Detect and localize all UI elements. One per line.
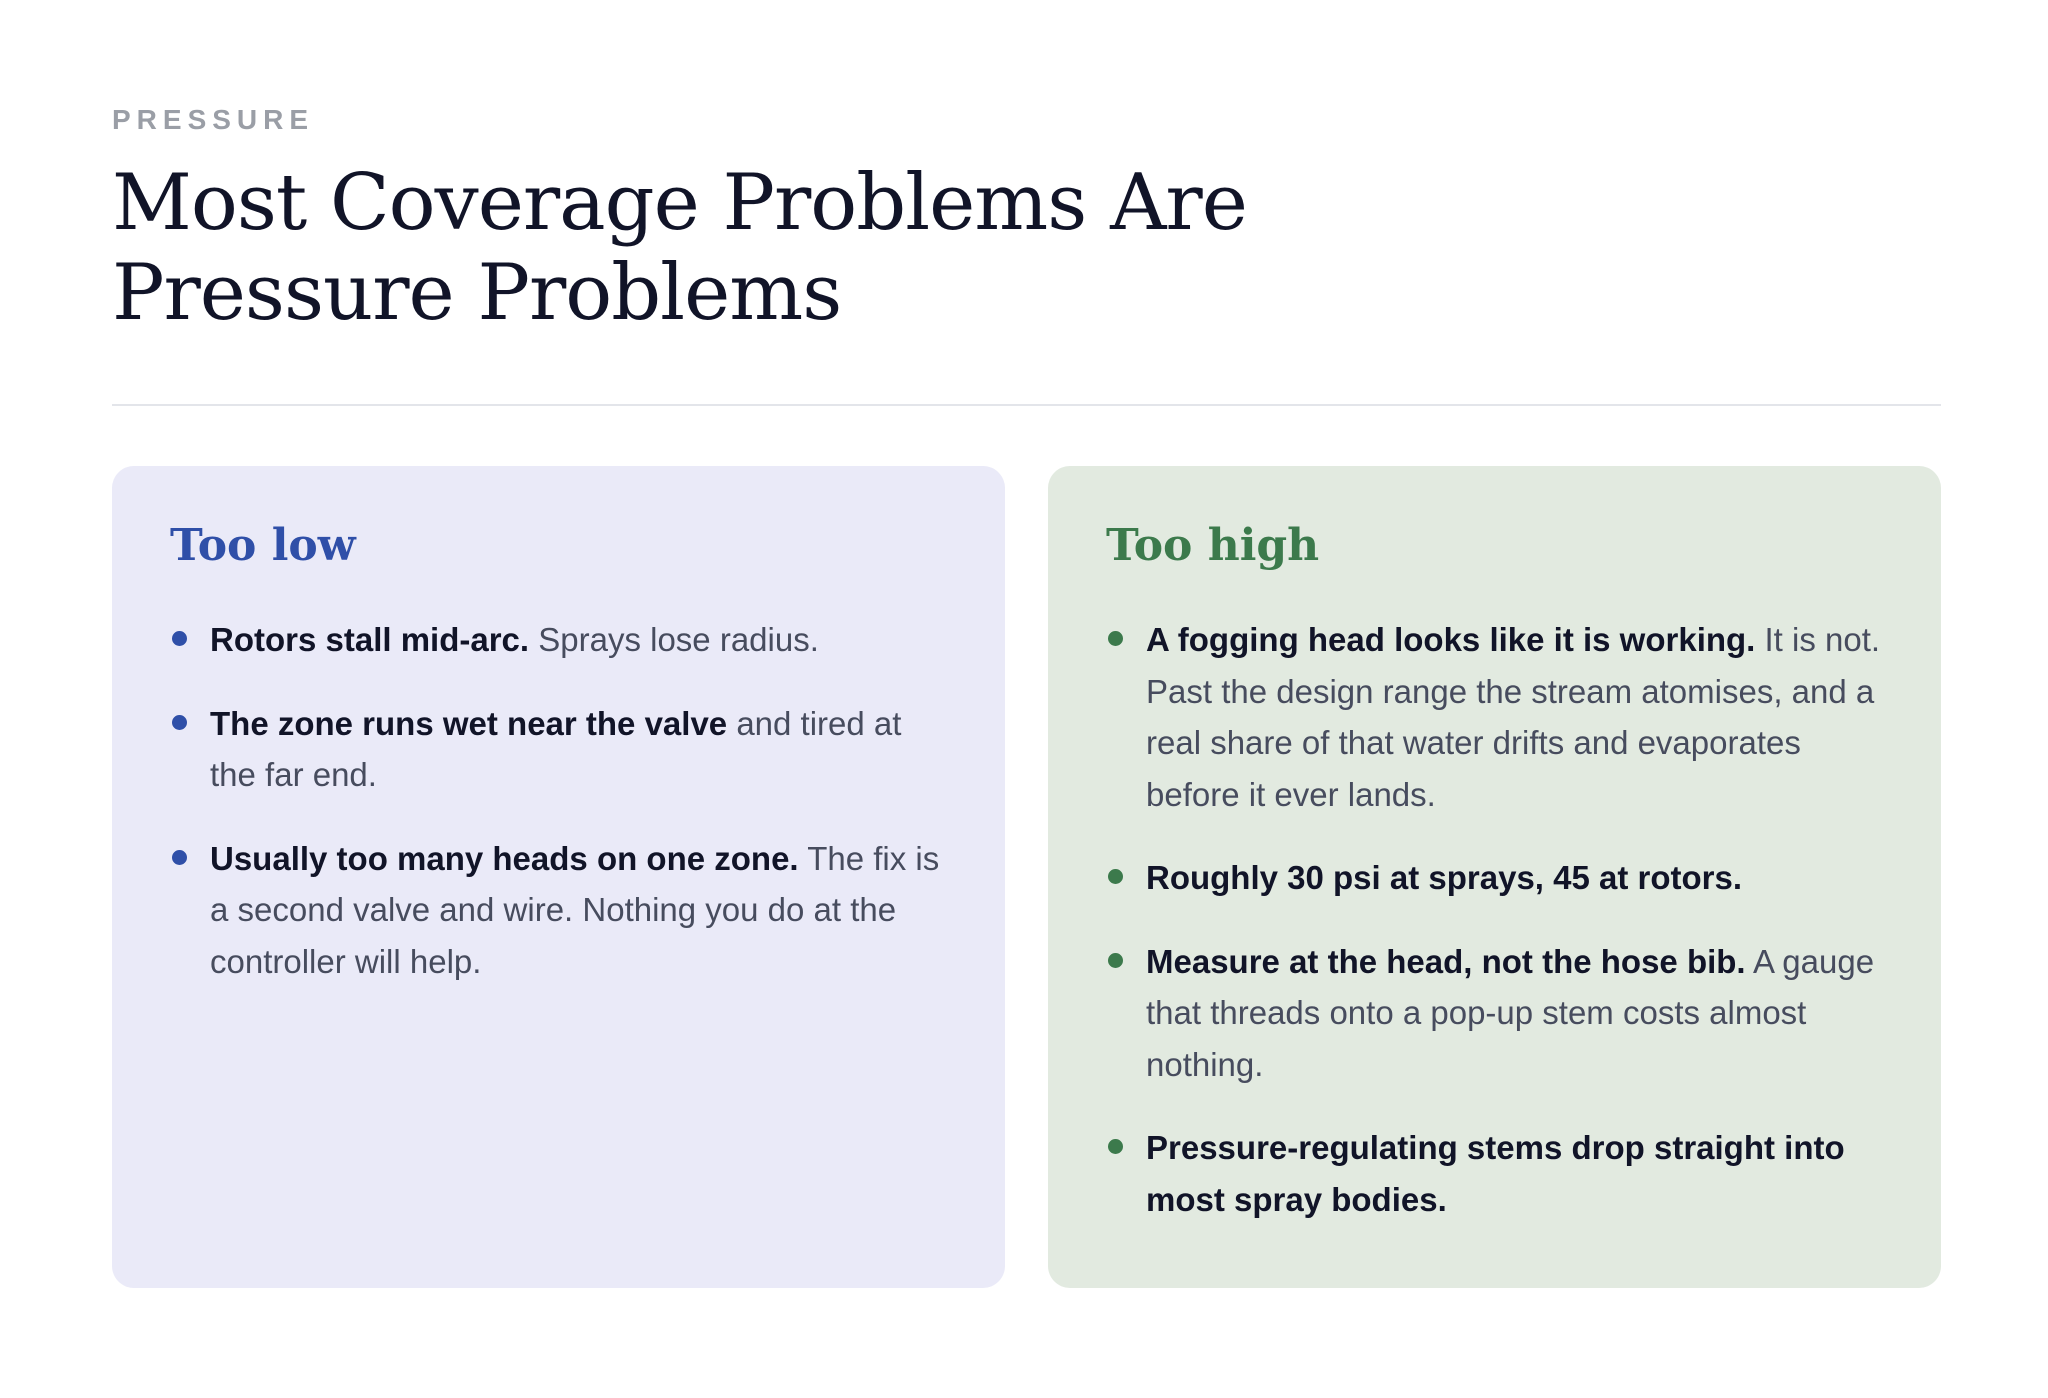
item-lead: The zone runs wet near the valve — [210, 704, 728, 742]
list-item — [1106, 936, 1883, 1091]
bullet-list — [1106, 614, 1883, 1225]
list-item — [170, 614, 947, 666]
page-title: Most Coverage Problems Are Pressure Problems — [112, 158, 1247, 338]
item-lead: Usually too many heads on one zone. — [210, 839, 799, 877]
card-too-low — [112, 466, 1005, 1288]
item-text: The fix is a second valve and wire. Nothing you do at the controller will help. — [210, 839, 940, 980]
item-lead: A fogging head looks like it is working. — [1146, 621, 1756, 658]
bullet-icon — [172, 715, 187, 730]
list-item — [170, 833, 947, 988]
bullet-icon — [1108, 869, 1123, 884]
divider — [112, 404, 1941, 406]
list-item — [1106, 852, 1883, 904]
card-too-high — [1048, 466, 1941, 1288]
item-text: A gauge that threads onto a pop-up stem costs almost nothing. — [1146, 942, 1875, 1083]
item-text: and tired at the far end. — [210, 704, 902, 793]
item-lead: Rotors stall mid-arc. — [210, 621, 530, 658]
list-item — [170, 698, 947, 801]
item-text: It is not. Past the design range the stream atomises, and a real share of that water drifts and evaporates before it ever lands. — [1146, 621, 1881, 813]
list-item — [1106, 1122, 1883, 1225]
item-lead: Pressure-regulating stems drop straight into most spray bodies. — [1146, 1129, 1845, 1218]
bullet-icon — [1108, 631, 1123, 646]
bullet-icon — [172, 850, 187, 865]
slide — [112, 0, 1941, 1398]
bullet-icon — [172, 631, 187, 646]
card-heading: Too high — [1106, 520, 1320, 571]
item-lead: Measure at the head, not the hose bib. — [1146, 942, 1746, 980]
bullet-icon — [1108, 953, 1123, 968]
item-lead: Roughly 30 psi at sprays, 45 at rotors. — [1146, 859, 1743, 896]
card-heading: Too low — [170, 520, 356, 571]
list-item — [1106, 614, 1883, 820]
item-text: Sprays lose radius. — [538, 621, 819, 658]
bullet-list — [170, 614, 947, 987]
bullet-icon — [1108, 1139, 1123, 1154]
section-eyebrow: PRESSURE — [112, 104, 315, 135]
